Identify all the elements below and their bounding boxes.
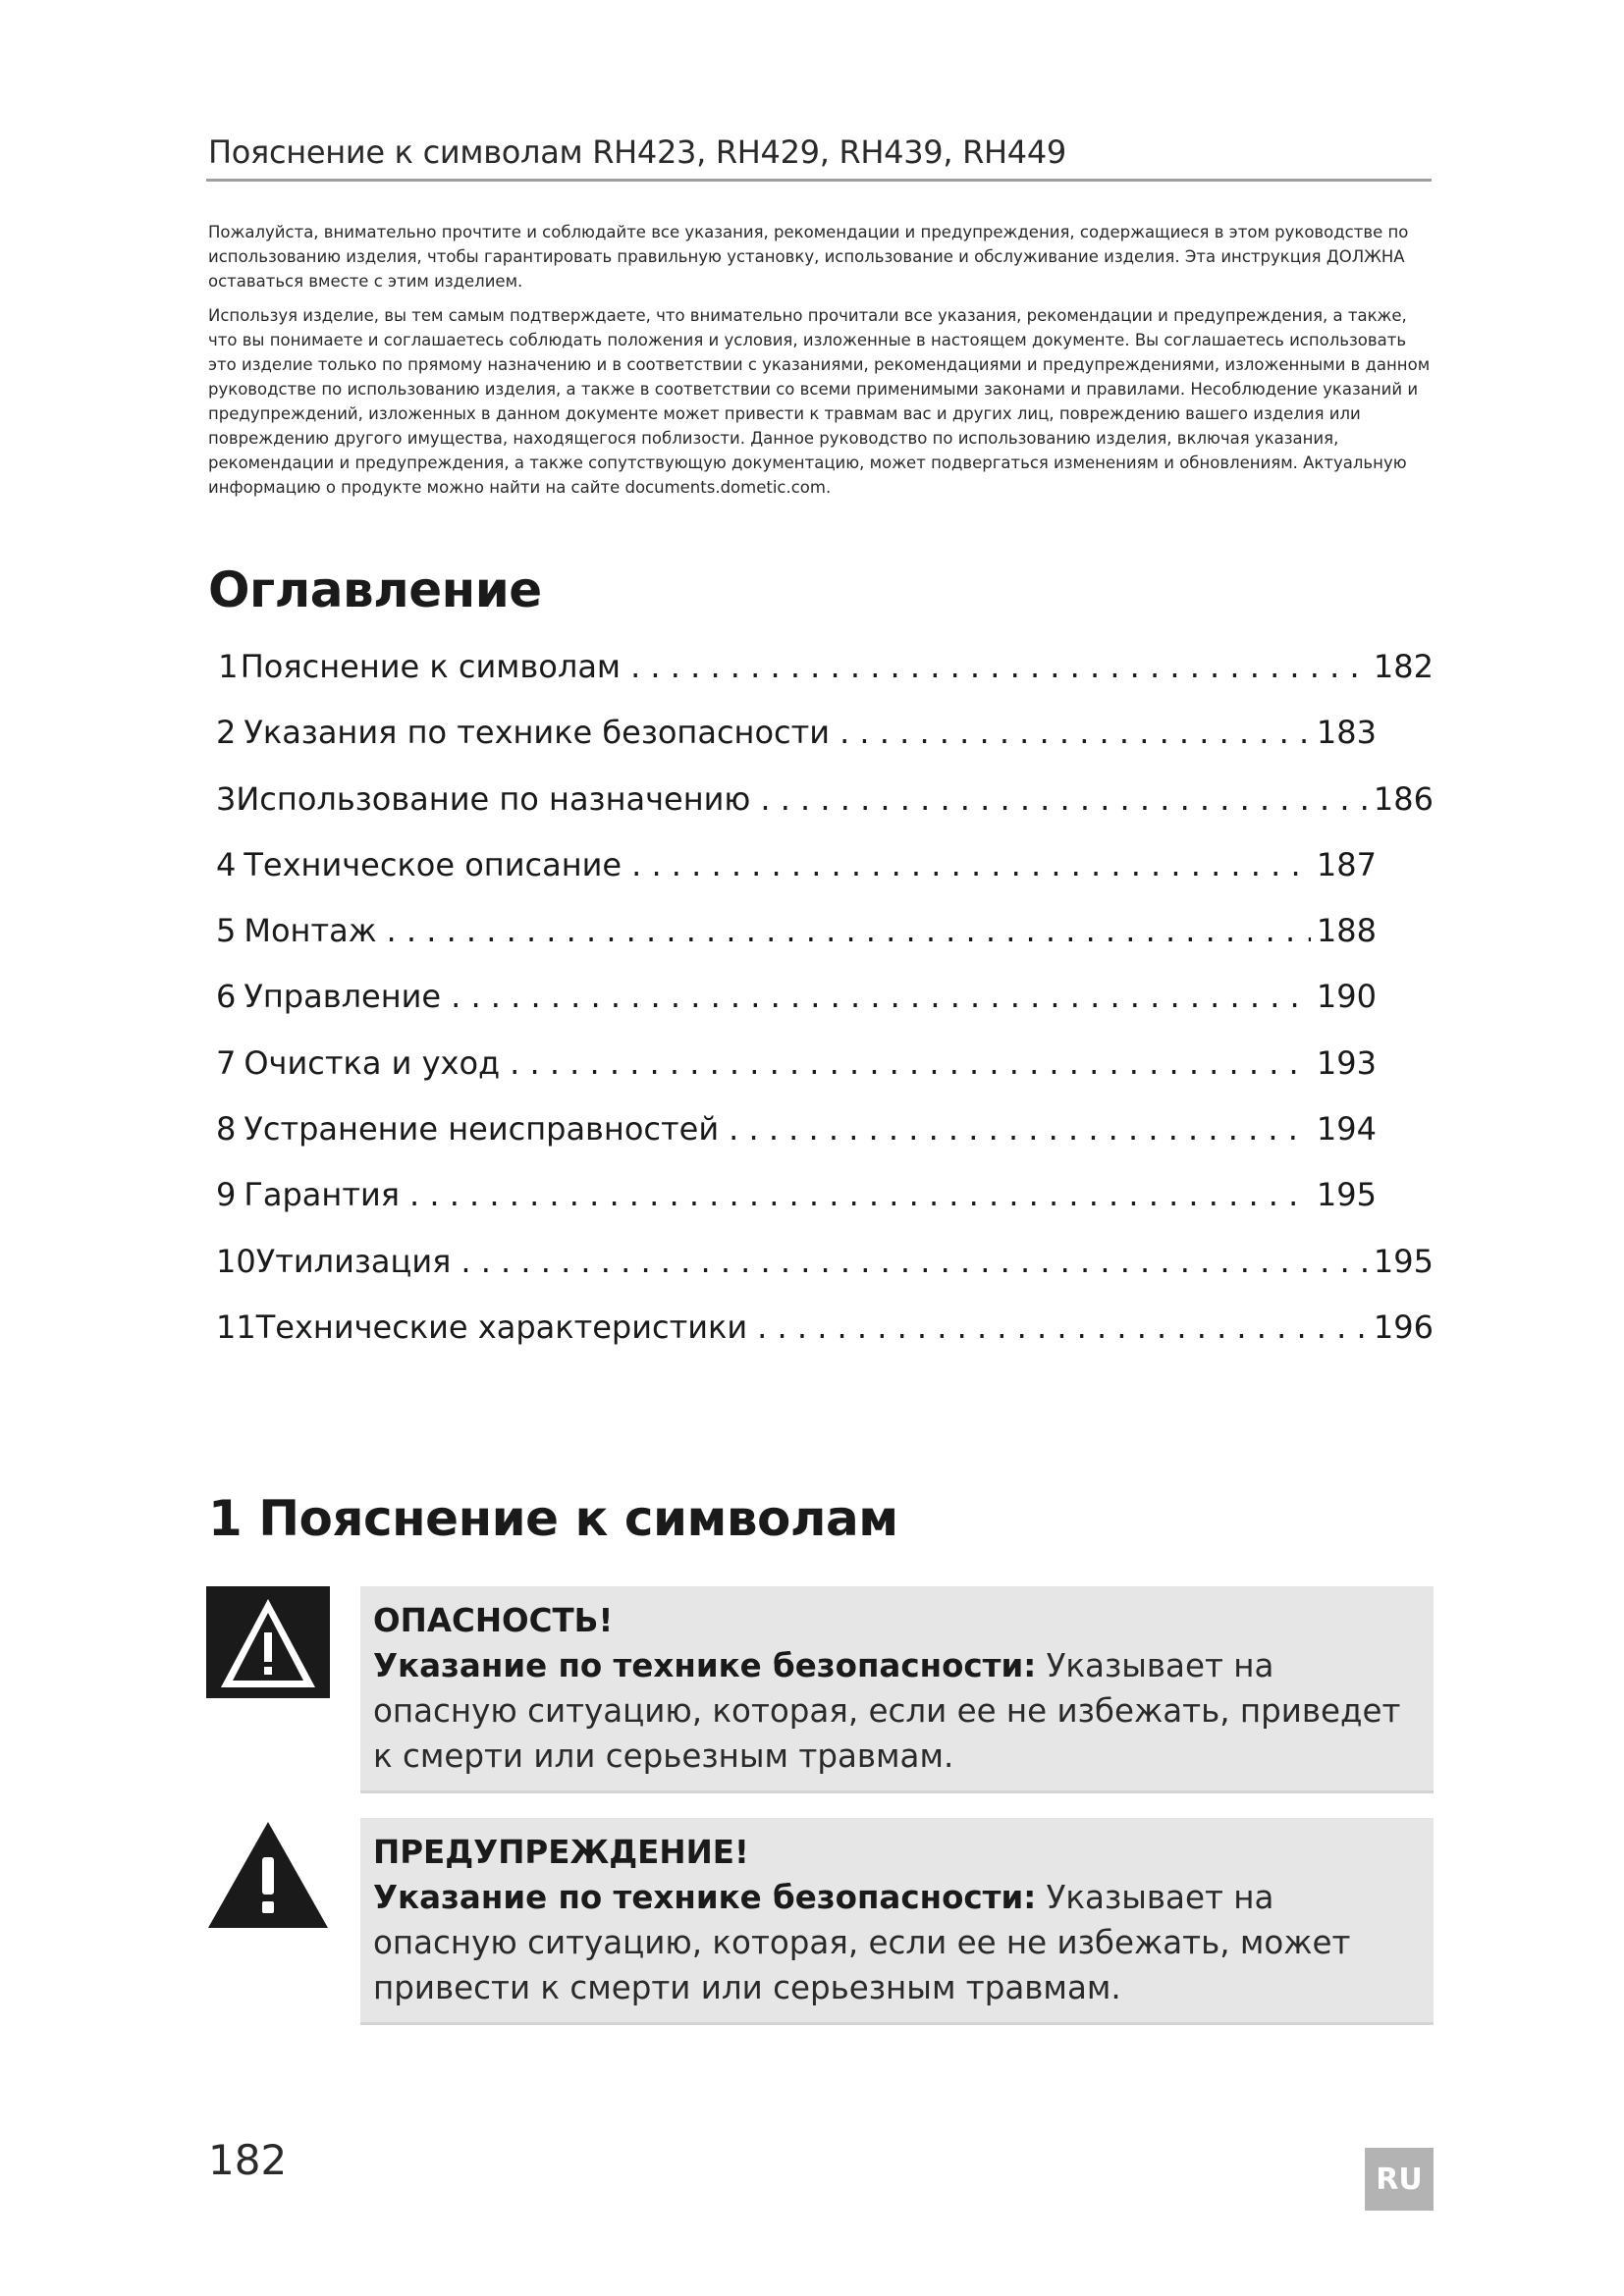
toc-entry-number: 6 [216,978,237,1016]
toc-entry-page: 187 [1316,845,1377,883]
toc-leader-dots [510,1044,1311,1082]
toc-entry-page: 195 [1316,1176,1377,1214]
toc-entry-number: 10 [216,1242,256,1280]
danger-notice-box [360,1586,1434,1790]
toc-entry[interactable] [216,714,1377,779]
toc-entry[interactable] [216,1110,1377,1176]
toc-entry-page: 188 [1316,912,1377,950]
toc-leader-dots [839,714,1311,751]
toc-leader-dots [460,1243,1368,1280]
section-heading: 1 Пояснение к символам [208,1490,898,1547]
notice-text: Указывает на опасную ситуацию, которая, если ее не избежать, приведет к смерти или серьезным травмам. [373,1647,1401,1775]
toc-entry-title: Устранение неисправностей [244,1110,720,1148]
toc-entry-title: Очистка и уход [244,1043,501,1082]
toc-leader-dots [760,780,1368,818]
page-number: 182 [208,2136,288,2184]
toc-entry-number: 9 [216,1176,237,1214]
toc-entry-number: 8 [216,1110,237,1148]
toc-leader-dots [451,978,1311,1015]
warning-triangle-icon [206,1818,330,1930]
page-header-title: Пояснение к символам RH423, RH429, RH439, RH449 [208,133,1066,171]
toc-leader-dots [631,846,1311,883]
toc-leader-dots [630,648,1368,685]
toc-entry-number: 4 [216,845,237,883]
intro-text [208,220,1435,509]
toc-entry-title: Гарантия [244,1176,401,1214]
notice-label: Указание по технике безопасности: [373,1647,1037,1684]
toc-entry-page: 190 [1316,978,1377,1016]
toc-entry-number: 7 [216,1043,237,1082]
toc-entry-title: Указания по технике безопасности [244,714,831,752]
toc-entry[interactable] [216,912,1377,978]
toc-entry-title: Использование по назначению [236,779,751,818]
toc-entry-title: Монтаж [244,912,377,950]
toc-leader-dots [409,1176,1311,1213]
toc-entry-page: 193 [1316,1043,1377,1082]
toc-entry-title: Технические характеристики [255,1308,748,1346]
toc-entry-number: 1 [218,648,239,685]
intro-paragraph: Пожалуйста, внимательно прочтите и соблюдайте все указания, рекомендации и предупреждения, содержащиеся в этом руководстве по использованию изделия, чтобы гарантировать правильную установку, использование и обслуживание изделия. Эта инструкция ДОЛЖНА оставаться вместе с этим изделием. [208,223,1409,291]
notice-title: ОПАСНОСТЬ! [373,1602,614,1639]
table-of-contents [216,648,1434,1374]
header-divider [206,179,1432,182]
toc-entry[interactable] [216,1044,1377,1110]
toc-leader-dots [757,1308,1368,1346]
toc-entry-page: 182 [1373,648,1434,685]
toc-entry-number: 11 [216,1308,256,1346]
toc-entry[interactable] [216,1308,1434,1374]
toc-entry-page: 196 [1373,1308,1434,1346]
toc-entry-page: 186 [1373,779,1434,818]
notice-title: ПРЕДУПРЕЖДЕНИЕ! [373,1834,749,1871]
intro-paragraph: Используя изделие, вы тем самым подтверждаете, что внимательно прочитали все указания, рекомендации и предупреждения, а также, что вы понимаете и соглашаетесь соблюдать положения и условия, изложенные в настоящем документе. Вы соглашаетесь использовать это изделие только по прямому назначению и в соответствии с указаниями, рекомендациями и предупреждениями, изложенными в данном руководстве по использованию изделия, а также в соответствии со всеми применимыми законами и правилами. Несоблюдение указаний и предупреждений, изложенных в данном документе может привести к травмам вас и других лиц, повреждению вашего изделия или повреждению другого имущества, находящегося поблизости. Данное руководство по использованию изделия, включая указания, рекомендации и предупреждения, а также сопутствующую документацию, может подвергаться изменениям и обновлениям. Актуальную информацию о продукте можно найти на сайте documents.dometic.com. [208,306,1431,497]
toc-entry-title: Техническое описание [244,845,623,883]
toc-entry-title: Управление [244,978,442,1016]
toc-leader-dots [729,1110,1311,1148]
warning-notice-box [360,1818,1434,2022]
toc-entry[interactable] [216,780,1434,846]
toc-entry[interactable] [216,1176,1377,1242]
notice-label: Указание по технике безопасности: [373,1879,1037,1916]
language-badge: RU [1365,2148,1434,2211]
toc-entry-number: 2 [216,714,237,752]
toc-entry[interactable] [216,846,1377,912]
toc-entry-title: Пояснение к символам [240,648,622,685]
toc-entry[interactable] [216,1243,1434,1308]
toc-entry-page: 195 [1373,1242,1434,1280]
toc-entry-title: Утилизация [255,1242,452,1280]
toc-entry-page: 194 [1316,1110,1377,1148]
toc-entry[interactable] [216,648,1434,714]
toc-entry-page: 183 [1316,714,1377,752]
toc-entry-number: 3 [216,779,237,818]
toc-entry-number: 5 [216,912,237,950]
toc-leader-dots [387,912,1311,949]
toc-heading: Оглавление [208,561,542,618]
danger-warning-icon [206,1586,330,1698]
notice-text: Указывает на опасную ситуацию, которая, если ее не избежать, может привести к смерти или серьезным травмам. [373,1879,1351,2006]
toc-entry[interactable] [216,978,1377,1043]
